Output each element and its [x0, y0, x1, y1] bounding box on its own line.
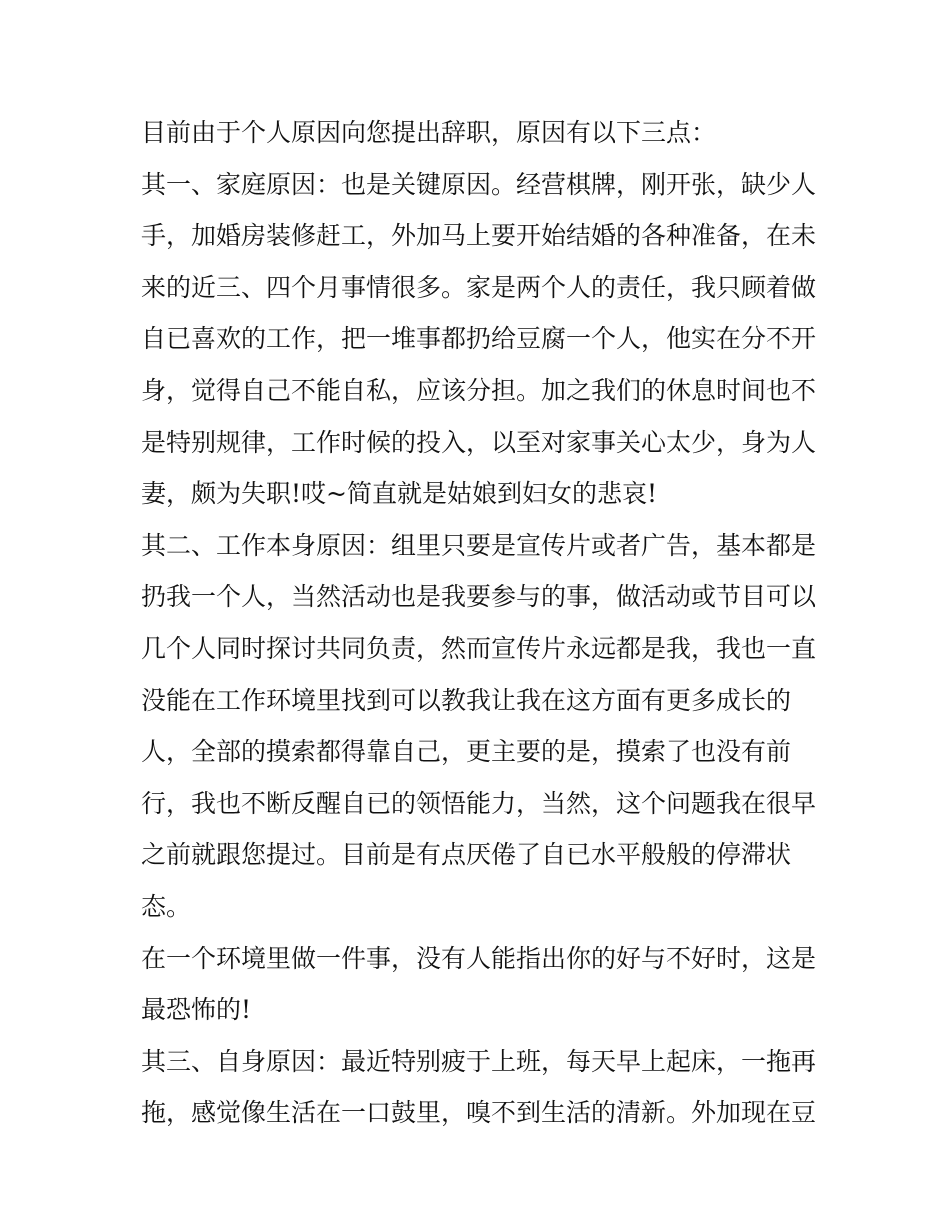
text-line: 人，全部的摸索都得靠自己，更主要的是，摸索了也没有前 [141, 737, 792, 767]
text-line: 拖，感觉像生活在一口鼓里，嗅不到生活的清新。外加现在豆 [141, 1098, 817, 1128]
text-line: 其二、工作本身原因：组里只要是宣传片或者广告，基本都是 [141, 530, 817, 560]
text-line: 在一个环境里做一件事，没有人能指出你的好与不好时，这是 [141, 943, 817, 973]
text-line: 其一、家庭原因：也是关键原因。经营棋牌，刚开张，缺少人 [141, 169, 817, 199]
text-line: 行，我也不断反醒自已的领悟能力，当然，这个问题我在很早 [141, 788, 817, 818]
text-line: 来的近三、四个月事情很多。家是两个人的责任，我只顾着做 [141, 272, 817, 302]
text-line: 目前由于个人原因向您提出辞职，原因有以下三点： [141, 118, 717, 147]
text-line: 身，觉得自己不能自私，应该分担。加之我们的休息时间也不 [141, 375, 817, 405]
text-line: 之前就跟您提过。目前是有点厌倦了自已水平般般的停滞状 [141, 840, 792, 870]
text-line: 是特别规律，工作时候的投入，以至对家事关心太少，身为人 [141, 427, 817, 457]
text-line: 几个人同时探讨共同负责，然而宣传片永远都是我，我也一直 [141, 633, 817, 663]
text-line: 态。 [141, 891, 192, 921]
text-line: 妻，颇为失职!哎~简直就是姑娘到妇女的悲哀! [141, 479, 658, 509]
text-line: 扔我一个人，当然活动也是我要参与的事，做活动或节目可以 [141, 582, 817, 612]
text-line: 没能在工作环境里找到可以教我让我在这方面有更多成长的 [141, 685, 792, 715]
text-line: 最恐怖的! [141, 995, 252, 1025]
document-body [141, 107, 817, 1139]
text-line: 手，加婚房装修赶工，外加马上要开始结婚的各种准备，在未 [141, 221, 817, 251]
text-line: 自已喜欢的工作，把一堆事都扔给豆腐一个人，他实在分不开 [141, 324, 817, 354]
text-line: 其三、自身原因：最近特别疲于上班，每天早上起床，一拖再 [141, 1046, 817, 1076]
